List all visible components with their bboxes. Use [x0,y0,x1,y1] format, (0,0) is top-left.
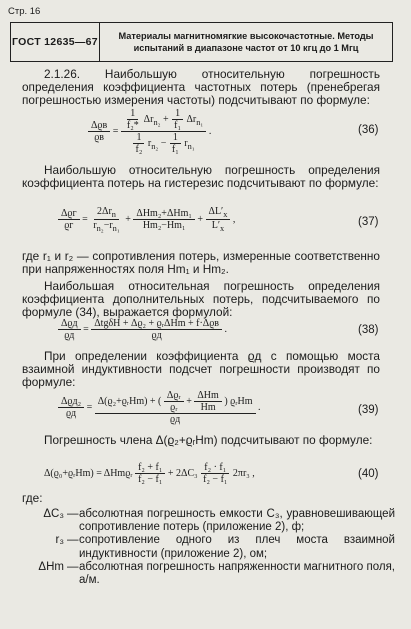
equation-39: $\frac{\text{Δϱд₂}}{ϱд}$ = Δ(ϱ₂+ϱᵣHm) + ( $\frac{\text{Δϱᵣ}}{\text{ϱᵣ}}$ + $\frac{\text{ΔHm}}{Hm}$ ) ϱᵣHm ϱд . [58,390,261,425]
document-title [100,23,392,61]
where-label: где: [22,491,43,505]
definition-delta-hm: ΔHm — абсолютная погрешность напряженности магнитного поля, а/м. [10,561,395,587]
title-line-2: испытаний в диапазоне частот от 10 кгц до 1 Мгц [133,43,359,53]
equation-36: $\frac{\text{Δϱв}}{ϱв}$ = $\frac{1}{\text{f₂*}}$ $\Delta r_{n_2}$ + $\frac{1}{\text{f₁}}$ $\Delta r_{n_1}$ $\frac{1}{\text{f₂}}$ $r_{n_2}$ − $\frac{1}{\text{f₁}}$ $r_{n_1}$ . [88,108,211,155]
definitions-list [10,508,395,587]
paragraph-2-1-26: 2.1.26. Наибольшую относительную погрешность определения коэффициента частотных потерь (пренебрегая погрешностью измерения частоты) подсчитывают по формуле: [22,67,380,108]
equation-40: Δ(ϱ₀+ϱᵣHm) = ΔHmϱᵣ $\frac{\text{f₂ + f₁}}{\text{f₂ − f₁}}$ + 2ΔC₃ $\frac{\text{f₂ · f₁}}{\text{f₂ − f₁}}$ 2πr₃ , [44,462,255,485]
equation-36-number: (36) [358,124,379,136]
definition-text: абсолютная погрешность напряженности магнитного поля, а/м. [79,560,395,587]
title-line-1: Материалы магнитномягкие высокочастотные. Методы [118,31,374,41]
paragraph-hysteresis: Наибольшую относительную погрешность определения коэффициента потерь на гистерезис подсчитывают по формуле: [22,163,380,191]
definition-r3: r₃ — сопротивление одного из плеч моста взаимной индуктивности (приложение 2), ом; [10,534,395,560]
equation-37-number: (37) [358,216,379,228]
definition-text: сопротивление одного из плеч моста взаимной индуктивности (приложение 2), ом; [79,534,395,560]
page-number: Стр. 16 [8,6,41,17]
standard-code: ГОСТ 12635—67 [11,23,100,61]
equation-40-number: (40) [358,468,379,480]
equation-38: $\frac{\text{Δϱд}}{ϱд}$ = $\frac{\text{ΔtgδH + Δϱ₂ + ϱᵣΔHm + f·Δϱв}}{ϱд}$ . [58,318,227,341]
definition-delta-c3: ΔC₃ — абсолютная погрешность емкости C₃, уравновешивающей сопротивление потерь (приложение 2), ф; [10,508,395,534]
definition-symbol: ΔHm [38,560,64,573]
paragraph-term-error: Погрешность члена Δ(ϱ₂+ϱᵣHm) подсчитывают по формуле: [44,433,373,447]
document-header [10,22,393,62]
paragraph-mutual-inductance: При определении коэффициента ϱд с помощью моста взаимной индуктивности подсчет погрешности производят по формуле: [22,349,380,390]
paragraph-where-r: где r₁ и r₂ — сопротивления потерь, измеренные соответственно при напряженностях поля Hm₁ и Hm₂. [22,249,380,277]
paragraph-additional-losses: Наибольшая относительная погрешность определения коэффициента дополнительных потерь, подсчитываемого по формуле (34), выражается формулой: [22,279,380,320]
definition-symbol: ΔC₃ [43,508,64,520]
equation-39-number: (39) [358,404,379,416]
equation-37: $\frac{\text{Δϱг}}{ϱг}$ = $\frac{2\Delta r_n}{r_{n_2}-r_{n_1}}$ + $\frac{\text{ΔHm₂+ΔHm₁}}{\text{Hm₂−Hm₁}}$ + $\frac{\Delta L'_x}{L'_x}$ , [58,206,235,233]
definition-symbol: r₃ [55,534,64,547]
definition-text: абсолютная погрешность емкости C₃, уравновешивающей сопротивление потерь (приложение 2), ф; [79,508,395,534]
equation-38-number: (38) [358,324,379,336]
